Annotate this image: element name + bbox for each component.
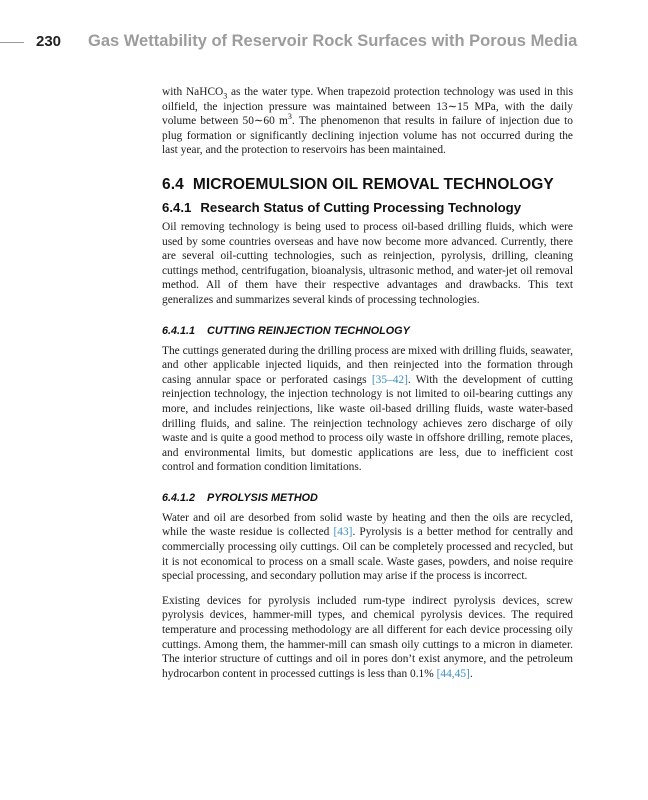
reinjection-paragraph: The cuttings generated during the drilling process are mixed with drilling fluids, seawater, and other applicable injected liquids, and then reinjected into the formation through casing annular space or perforated casings [35–42]. With the development of cutting reinjection technology, the injection technology is not limited to oil-bearing cuttings any more, and includes reinjections, like waste oil-based drilling fluids, waste water-based drilling fluids, and saline. The reinjection technology achieves zero discharge of oily waste and is quite a good method to process oily waste in offshore drilling, remote places, and environmental limits, but domestic applications are less, due to inefficient cost control and formation condition limitations. [162,344,573,474]
page-body [162,85,573,681]
pyrolysis-number: 6.4.1.2 [162,491,196,504]
subsection-title: Research Status of Cutting Processing Technology [200,199,522,215]
header-rule [0,42,24,43]
section-heading [162,176,573,194]
pyrolysis-title: PYROLYSIS METHOD [207,491,318,504]
intro-paragraph: with NaHCO$_3$ as the water type. When trapezoid protection technology was used in this oilfield, the injection pressure was maintained between 13∼15 MPa, with the daily volume between 50∼60 $m^3$. The phenomenon that results in failure of injection due to plug formation or significantly declining injection volume has not occurred during the last year, and the protection to reservoirs has been maintained. [162,86,574,157]
pyrolysis-paragraph-1: Water and oil are desorbed from solid waste by heating and then the oils are recycled, while the waste residue is collected [43]. Pyrolysis is a better method for centrally and commercially processing oily cuttings. Oil can be completely processed and recycled, but it is not economical to process on a small scale. Waste gases, powders, and noise require special processing, and secondary pollution may arise if the process is incorrect. [162,511,573,583]
subsection-paragraph: Oil removing technology is being used to process oil-based drilling fluids, which were used by some countries overseas and have now become more advanced. Currently, there are several oil-cutting technologies, such as reinjection, pyrolysis, drilling, cleaning cuttings method, centrifugation, bioanalysis, ultrasonic method, and water-jet oil removal method. All of them have their respective advantages and drawbacks. This text generalizes and summarizes several kinds of processing technologies. [162,220,573,306]
subsection-number: 6.4.1 [162,199,192,215]
running-title: Gas Wettability of Reservoir Rock Surfaces with Porous Media [88,32,578,50]
reinjection-title: CUTTING REINJECTION TECHNOLOGY [207,324,410,337]
section-number: 6.4 [162,175,184,193]
pyrolysis-heading [162,492,573,504]
reinjection-heading [162,325,573,337]
citation-link[interactable]: [44,45] [436,667,470,680]
reinjection-number: 6.4.1.1 [162,324,196,337]
page-number: 230 [36,33,62,50]
pyrolysis-paragraph-2: Existing devices for pyrolysis included rum-type indirect pyrolysis devices, screw pyrolysis devices, hammer-mill types, and chemical pyrolysis devices. The required temperature and processing methodology are all different for each device processing oily cuttings. Among them, the hammer-mill can smash oily cuttings to a micron in diameter. The interior structure of cuttings and oil in pores don’t exist anymore, and the petroleum hydrocarbon content in processed cuttings is less than 0.1% [44,45]. [162,594,573,680]
section-title: MICROEMULSION OIL REMOVAL TECHNOLOGY [192,175,554,193]
citation-link[interactable]: [43] [333,526,353,539]
citation-link[interactable]: [35–42] [371,373,408,386]
subsection-heading [162,200,573,215]
